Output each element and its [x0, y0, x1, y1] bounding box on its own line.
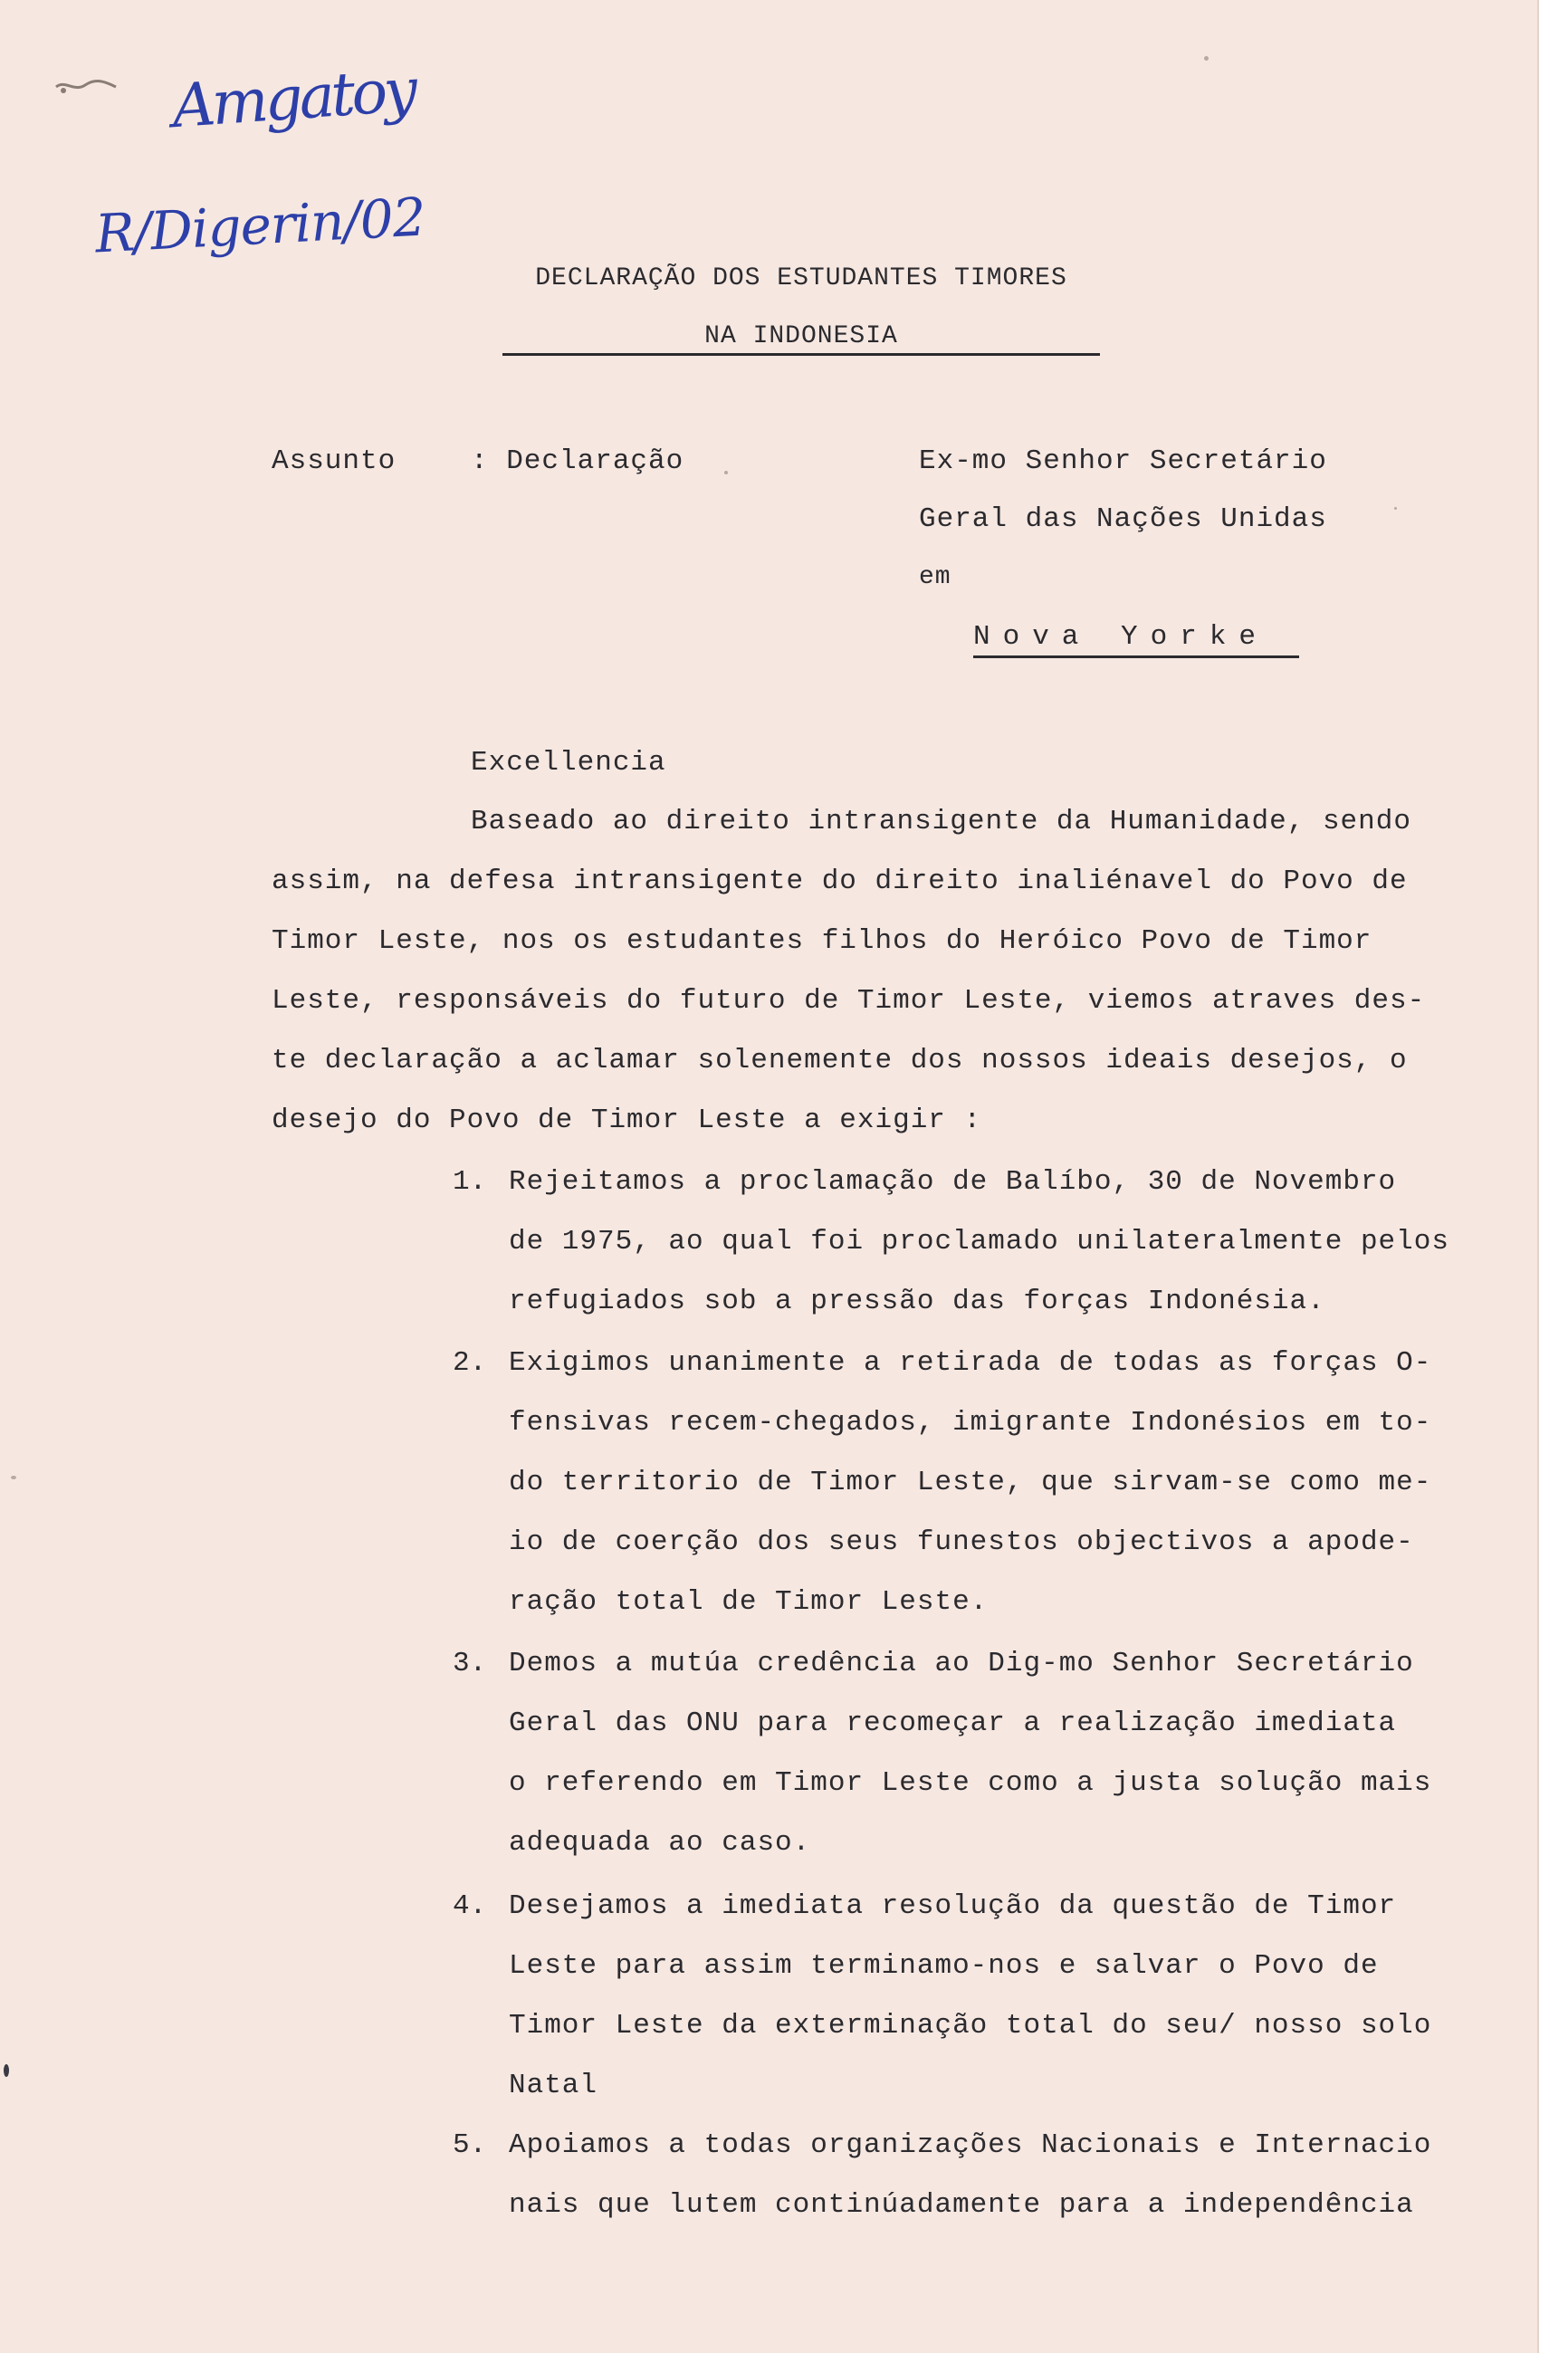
list-item-number: 4.: [453, 1890, 487, 1922]
list-item-line: nais que lutem continúadamente para a independência: [509, 2189, 1414, 2221]
list-item-number: 3.: [453, 1648, 487, 1679]
list-item-line: adequada ao caso.: [509, 1827, 811, 1859]
list-item-line: Timor Leste da exterminação total do seu/ nosso solo: [509, 2010, 1432, 2042]
paper-speck: [1204, 56, 1209, 61]
list-item-number: 5.: [453, 2129, 487, 2161]
list-item-line: Apoiamos a todas organizações Nacionais e Internacio: [509, 2129, 1432, 2161]
paragraph-line: Timor Leste, nos os estudantes filhos do Heróico Povo de Timor: [272, 925, 1372, 957]
list-item-line: de 1975, ao qual foi proclamado unilateralmente pelos: [509, 1226, 1449, 1258]
paragraph-line: desejo do Povo de Timor Leste a exigir :: [272, 1105, 982, 1136]
list-item-line: Demos a mutúa credência ao Dig-mo Senhor Secretário: [509, 1648, 1414, 1679]
handwritten-reference: R/Digerin/02: [93, 186, 427, 265]
subject-label: Assunto: [272, 445, 397, 477]
paragraph-line: assim, na defesa intransigente do direito inaliénavel do Povo de: [272, 866, 1408, 897]
paper-speck: [1394, 507, 1397, 510]
document-title-line2: NA INDONESIA: [704, 322, 898, 350]
paper-speck: [4, 2064, 9, 2077]
list-item-line: ração total de Timor Leste.: [509, 1586, 989, 1618]
list-item-line: Natal: [509, 2070, 598, 2101]
list-item-line: Exigimos unanimente a retirada de todas as forças O-: [509, 1347, 1432, 1379]
list-item-number: 2.: [453, 1347, 487, 1379]
document-title-line1: DECLARAÇÃO DOS ESTUDANTES TIMORES: [535, 264, 1067, 292]
title-underline: [502, 353, 1100, 356]
paragraph-line: Baseado ao direito intransigente da Humanidade, sendo: [471, 806, 1411, 837]
list-item-line: refugiados sob a pressão das forças Indonésia.: [509, 1286, 1325, 1317]
list-item-line: Desejamos a imediata resolução da questão de Timor: [509, 1890, 1397, 1922]
addressee-line: Ex-mo Senhor Secretário: [919, 445, 1327, 477]
paper-speck: [724, 471, 728, 474]
paragraph-line: Leste, responsáveis do futuro de Timor Leste, viemos atraves des-: [272, 985, 1426, 1017]
addressee-line: Geral das Nações Unidas: [919, 503, 1327, 535]
list-item-number: 1.: [453, 1166, 487, 1198]
subject-value: : Declaração: [471, 445, 684, 477]
list-item-line: Geral das ONU para recomeçar a realização imediata: [509, 1707, 1397, 1739]
list-item-line: Leste para assim terminamo-nos e salvar o Povo de: [509, 1950, 1379, 1982]
list-item-line: Rejeitamos a proclamação de Balíbo, 30 de Novembro: [509, 1166, 1397, 1198]
list-item-line: do territorio de Timor Leste, que sirvam-se como me-: [509, 1467, 1432, 1498]
addressee-city: Nova Yorke: [973, 621, 1269, 653]
list-item-line: fensivas recem-chegados, imigrante Indonésios em to-: [509, 1407, 1432, 1439]
paragraph-line: te declaração a aclamar solenemente dos nossos ideais desejos, o: [272, 1045, 1408, 1076]
handwritten-signature: Amgatoy: [169, 54, 416, 142]
city-underline: [973, 655, 1299, 658]
paper-speck: [11, 1476, 16, 1479]
list-item-line: io de coerção dos seus funestos objectivos a apode-: [509, 1526, 1414, 1558]
list-item-line: o referendo em Timor Leste como a justa solução mais: [509, 1767, 1432, 1799]
addressee-line: em: [919, 563, 951, 591]
salutation: Excellencia: [471, 747, 666, 779]
ink-scribble-icon: [54, 74, 118, 96]
